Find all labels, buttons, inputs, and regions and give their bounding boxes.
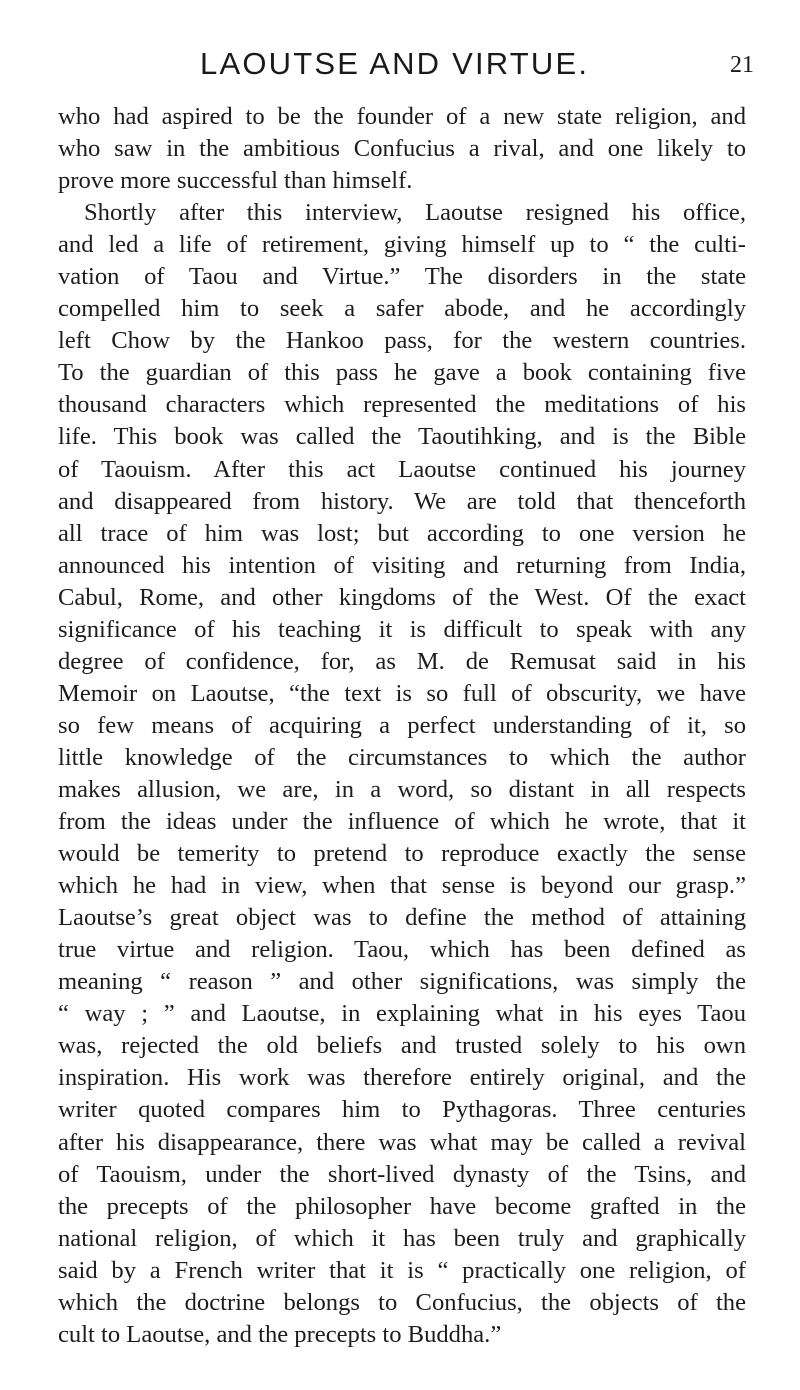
page-header xyxy=(0,46,800,86)
running-head: LAOUTSE AND VIRTUE. xyxy=(200,46,590,81)
text-line: the precepts of the philosopher have become grafted in the xyxy=(58,1192,746,1220)
text-line: thousand characters which represented the meditations of his xyxy=(58,391,746,419)
text-line: compelled him to seek a safer abode, and he accordingly xyxy=(58,295,746,323)
text-line: meaning “ reason ” and other significations, was simply the xyxy=(58,968,746,996)
text-line: degree of confidence, for, as M. de Remusat said in his xyxy=(58,647,746,675)
text-line: Memoir on Laoutse, “the text is so full of obscurity, we have xyxy=(58,679,746,707)
text-line: vation of Taou and Virtue.” The disorders in the state xyxy=(58,263,746,291)
text-line: who saw in the ambitious Confucius a rival, and one likely to xyxy=(58,135,746,163)
text-line: all trace of him was lost; but according to one version he xyxy=(58,519,746,547)
text-line: which the doctrine belongs to Confucius, the objects of the xyxy=(58,1288,746,1316)
text-line: writer quoted compares him to Pythagoras. Three centuries xyxy=(58,1096,746,1124)
text-line: inspiration. His work was therefore entirely original, and the xyxy=(58,1064,746,1092)
text-line: Shortly after this interview, Laoutse resigned his office, xyxy=(84,199,746,227)
text-line: of Taouism, under the short-lived dynasty of the Tsins, and xyxy=(58,1160,746,1188)
text-line: said by a French writer that it is “ practically one religion, of xyxy=(58,1256,746,1284)
text-line: from the ideas under the influence of which he wrote, that it xyxy=(58,808,746,836)
text-line: national religion, of which it has been truly and graphically xyxy=(58,1224,746,1252)
text-line: prove more successful than himself. xyxy=(58,167,413,195)
text-line: Laoutse’s great object was to define the method of attaining xyxy=(58,904,746,932)
text-line: of Taouism. After this act Laoutse continued his journey xyxy=(58,455,746,483)
text-line: makes allusion, we are, in a word, so distant in all respects xyxy=(58,775,746,803)
text-line: who had aspired to be the founder of a new state religion, and xyxy=(58,103,746,130)
text-line: announced his intention of visiting and returning from India, xyxy=(58,551,746,579)
text-line: was, rejected the old beliefs and trusted solely to his own xyxy=(58,1032,746,1060)
text-line: Cabul, Rome, and other kingdoms of the West. Of the exact xyxy=(58,583,746,611)
text-line: true virtue and religion. Taou, which has been defined as xyxy=(58,936,746,964)
text-line: and disappeared from history. We are told that thenceforth xyxy=(58,487,746,515)
text-line: after his disappearance, there was what may be called a revival xyxy=(58,1128,746,1156)
text-line: left Chow by the Hankoo pass, for the western countries. xyxy=(58,327,746,355)
text-line: so few means of acquiring a perfect understanding of it, so xyxy=(58,711,746,739)
text-line: life. This book was called the Taoutihking, and is the Bible xyxy=(58,423,746,451)
text-line: would be temerity to pretend to reproduce exactly the sense xyxy=(58,840,746,868)
text-line: significance of his teaching it is difficult to speak with any xyxy=(58,615,746,643)
text-line: cult to Laoutse, and the precepts to Buddha.” xyxy=(58,1320,502,1348)
text-line: To the guardian of this pass he gave a book containing five xyxy=(58,359,746,387)
text-line: little knowledge of the circumstances to which the author xyxy=(58,743,746,771)
text-line: and led a life of retirement, giving himself up to “ the culti- xyxy=(58,231,746,259)
text-line: which he had in view, when that sense is beyond our grasp.” xyxy=(58,872,746,900)
body-text xyxy=(58,101,746,1351)
page-number: 21 xyxy=(730,52,754,78)
text-line: “ way ; ” and Laoutse, in explaining what in his eyes Taou xyxy=(58,1000,746,1028)
